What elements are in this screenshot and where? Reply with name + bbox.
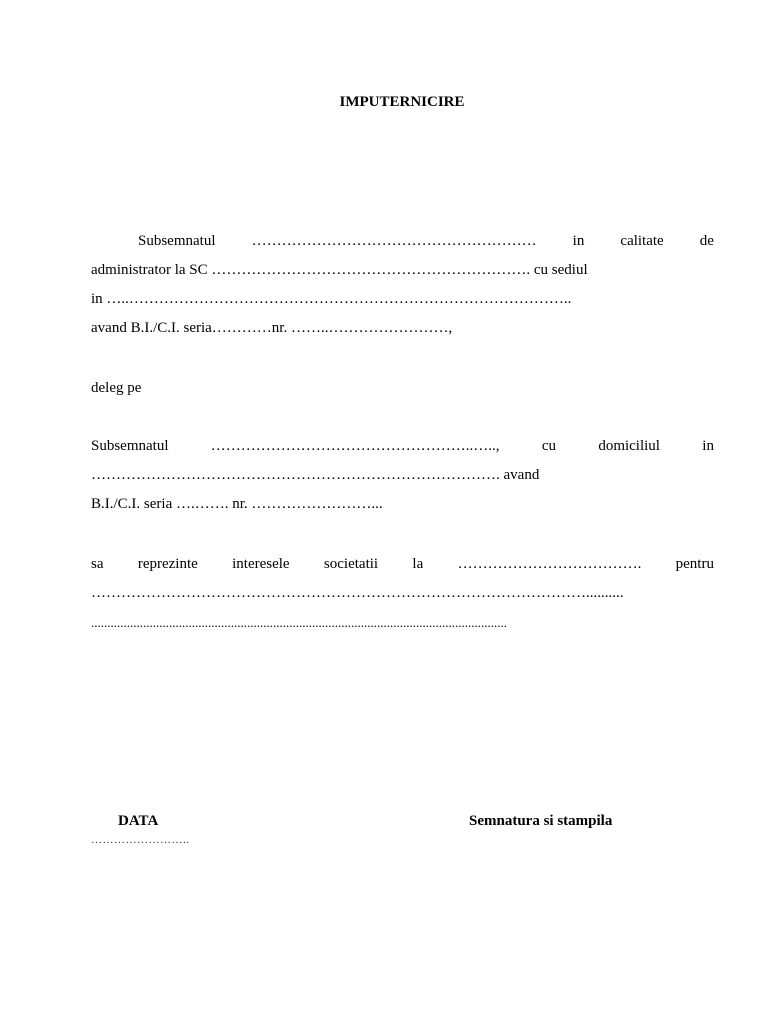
paragraph-line: ………………………………………………………………………………………..........: [91, 585, 624, 601]
word: societatii: [323, 556, 379, 572]
word: interesele: [232, 556, 290, 572]
document-title: IMPUTERNICIRE: [339, 94, 465, 110]
paragraph-line: ................................................................................................................................: [91, 615, 507, 630]
signature-label: Semnatura si stampila: [469, 813, 613, 829]
word: sa: [91, 556, 104, 572]
word: cu: [541, 438, 557, 454]
paragraph-line: [91, 432, 714, 461]
word: in: [572, 233, 585, 249]
date-label: DATA: [118, 813, 159, 829]
word: Subsemnatul: [91, 438, 169, 454]
paragraph-administrator: [91, 227, 714, 343]
paragraph-line: [138, 227, 714, 256]
blank-field-place: ……………………………….: [457, 556, 642, 572]
paragraph-line: administrator la SC ………………………………………………………. cu sediul: [91, 262, 588, 278]
paragraph-line: avand B.I./C.I. seria…………nr. ……..……………………,: [91, 320, 453, 336]
paragraph-representation: [91, 550, 714, 637]
paragraph-line: B.I./C.I. seria ….……. nr. ……………………...: [91, 496, 383, 512]
paragraph-delegate: [91, 374, 714, 403]
date-blank-field: ……………………..: [91, 834, 190, 846]
word: la: [412, 556, 424, 572]
word: reprezinte: [137, 556, 198, 572]
word: de: [699, 233, 714, 249]
word: pentru: [675, 556, 714, 572]
paragraph-line: in …..……………………………………………………………………………..: [91, 291, 572, 307]
paragraph-delegate-identity: [91, 432, 714, 519]
paragraph-line: deleg pe: [91, 380, 142, 396]
blank-field-name: ……………………………………………..…..,: [210, 438, 500, 454]
paragraph-line: ………………………………………………………………………. avand: [91, 467, 540, 483]
word: domiciliul: [598, 438, 660, 454]
word: calitate: [620, 233, 664, 249]
word: Subsemnatul: [138, 233, 216, 249]
paragraph-line: [91, 550, 714, 579]
blank-field-name: …………………………………………………: [251, 233, 537, 249]
word: in: [702, 438, 714, 454]
